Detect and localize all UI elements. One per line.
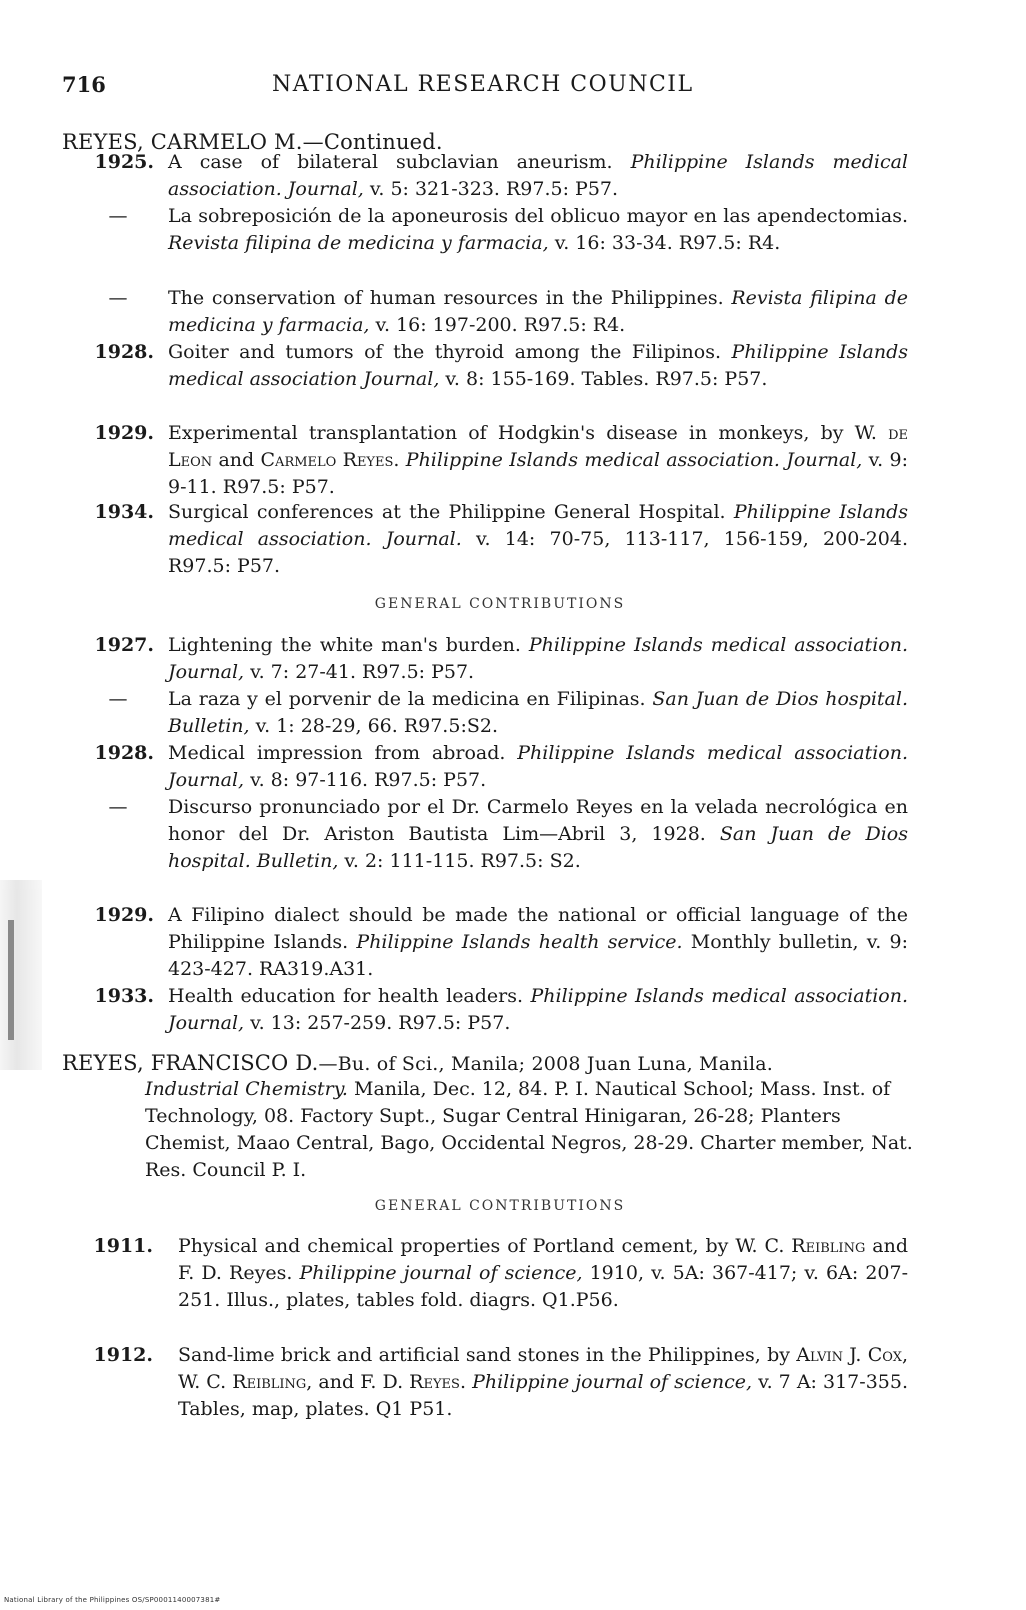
citation-text: The conservation of human resources in the Philippines. <box>168 287 732 309</box>
scan-edge-artifact <box>0 880 42 1070</box>
citation-text: Goiter and tumors of the thyroid among the Filipinos. <box>168 341 732 363</box>
journal-citation: Philippine Islands medical association. Journal, <box>168 634 908 683</box>
citation-text: . <box>393 449 406 471</box>
section-heading-general-contributions: GENERAL CONTRIBUTIONS <box>374 596 626 612</box>
journal-citation: San Juan de Dios hospital. Bulletin, <box>168 688 908 737</box>
journal-citation: Philippine Islands medical association. Journal, <box>168 985 908 1034</box>
publication-year: — <box>108 796 128 818</box>
citation-text: v. 7 A: 317-355. Tables, map, plates. Q1 P51. <box>178 1371 908 1420</box>
publication-year: 1928. <box>94 341 154 363</box>
citation-text: v. 16: 33-34. R97.5: R4. <box>548 232 781 254</box>
journal-citation: Revista filipina de medicina y farmacia, <box>168 232 549 254</box>
citation-text: v. 7: 27-41. R97.5: P57. <box>244 661 475 683</box>
journal-citation: Philippine journal of science, <box>299 1262 583 1284</box>
citation <box>168 686 908 740</box>
publication-year: 1934. <box>94 501 154 523</box>
publication-year: — <box>108 205 128 227</box>
citation-text: Surgical conferences at the Philippine General Hospital. <box>168 501 734 523</box>
citation <box>168 794 908 875</box>
citation-text: Experimental transplantation of Hodgkin's disease in monkeys, by <box>168 422 855 444</box>
publication-year: 1927. <box>94 634 154 656</box>
citation-text: La raza y el porvenir de la medicina en Filipinas. <box>168 688 653 710</box>
citation-text: v. 5: 321-323. R97.5: P57. <box>363 178 619 200</box>
citation-text: v. 8: 155-169. Tables. R97.5: P57. <box>439 368 768 390</box>
author-name: F. D. Reyes <box>360 1371 460 1393</box>
journal-citation: Industrial Chemistry. <box>145 1078 348 1100</box>
citation-text: and F. D. Reyes. <box>178 1235 908 1284</box>
citation-text: v. 1: 28-29, 66. R97.5:S2. <box>249 715 498 737</box>
running-title: NATIONAL RESEARCH COUNCIL <box>272 72 694 97</box>
citation-text: v. 8: 97-116. R97.5: P57. <box>244 769 487 791</box>
citation <box>168 983 908 1037</box>
publication-year: 1928. <box>94 742 154 764</box>
citation-text: v. 16: 197-200. R97.5: R4. <box>369 314 626 336</box>
entry-heading-francisco <box>62 1050 773 1077</box>
entry-continued: —Continued. <box>302 130 443 154</box>
citation-text: Monthly bulletin, v. 9: 423-427. RA319.A31. <box>168 931 909 980</box>
publication-year: 1912. <box>93 1344 153 1366</box>
citation-text: Medical impression from abroad. <box>168 742 518 764</box>
publication-year: 1929. <box>94 904 154 926</box>
citation-text: 1910, v. 5A: 367-417; v. 6A: 207-251. Illus., plates, tables fold. diagrs. Q1.P56. <box>178 1262 909 1311</box>
citation-text: A case of bilateral subclavian aneurism. <box>168 151 631 173</box>
citation <box>168 149 908 203</box>
publication-year: 1911. <box>93 1235 153 1257</box>
biography <box>145 1076 920 1184</box>
running-head <box>62 72 722 102</box>
citation-text: Health education for health leaders. <box>168 985 531 1007</box>
journal-citation: Philippine Islands medical association. Journal, <box>168 742 908 791</box>
author-name: Alvin J. Cox, W. C. Reibling, <box>178 1344 908 1393</box>
citation <box>168 339 908 393</box>
citation-text: and <box>212 449 261 471</box>
journal-citation: Revista filipina de medicina y farmacia, <box>168 287 908 336</box>
citation <box>168 420 908 501</box>
citation-text: La sobreposición de la aponeurosis del oblicuo mayor en las apendectomias. <box>168 205 908 227</box>
section-heading-general-contributions: GENERAL CONTRIBUTIONS <box>374 1198 626 1214</box>
journal-citation: Philippine Islands health service. <box>356 931 683 953</box>
journal-citation: Philippine journal of science, <box>472 1371 753 1393</box>
citation-text: Manila, Dec. 12, 84. P. I. Nautical School; Mass. Inst. of Technology, 08. Factory Supt., Sugar Central Hinigaran, 26-28; Planters Chemist, Maao Central, Bago, Occidental Negros, 28-29. Charter member, Nat. Res. Council P. I. <box>145 1078 913 1181</box>
scan-footer: National Library of the Philippines OS/SP0001140007381# <box>4 1596 221 1604</box>
publication-year: — <box>108 688 128 710</box>
citation-text: v. 13: 257-259. R97.5: P57. <box>244 1012 511 1034</box>
citation-text: Discurso pronunciado por el Dr. Carmelo Reyes en la velada necrológica en honor del Dr. Ariston Bautista Lim—Abril 3, 1928. <box>168 796 908 845</box>
citation <box>168 499 908 580</box>
publication-year: 1933. <box>94 985 154 1007</box>
citation <box>178 1342 908 1423</box>
page-number: 716 <box>62 72 106 97</box>
citation-text: Lightening the white man's burden. <box>168 634 529 656</box>
journal-citation: Philippine Islands medical association. Journal, <box>405 449 863 471</box>
citation-text: Physical and chemical properties of Portland cement, by <box>178 1235 736 1257</box>
citation <box>168 632 908 686</box>
citation <box>168 285 908 339</box>
author-name: W. C. Reibling <box>735 1235 866 1257</box>
citation-text: A Filipino dialect should be made the national or official language of the Philippine Islands. <box>168 904 908 953</box>
entry-name: REYES, CARMELO M. <box>62 130 303 154</box>
publication-year: 1925. <box>94 151 154 173</box>
author-name: W. de Leon <box>168 422 908 471</box>
citation-text: v. 14: 70-75, 113-117, 156-159, 200-204. R97.5: P57. <box>168 528 909 577</box>
journal-citation: Philippine Islands medical association. Journal, <box>168 151 908 200</box>
citation-text: v. 2: 111-115. R97.5: S2. <box>338 850 581 872</box>
citation <box>178 1233 908 1314</box>
citation <box>168 740 908 794</box>
entry-name: REYES, FRANCISCO D. <box>62 1051 319 1075</box>
citation <box>168 203 908 257</box>
citation <box>168 902 908 983</box>
journal-citation: San Juan de Dios hospital. Bulletin, <box>168 823 908 872</box>
citation-text: Sand-lime brick and artificial sand stones in the Philippines, by <box>178 1344 797 1366</box>
citation-text: v. 9: 9-11. R97.5: P57. <box>168 449 908 498</box>
citation-text: . <box>459 1371 473 1393</box>
entry-affiliation: —Bu. of Sci., Manila; 2008 Juan Luna, Manila. <box>318 1053 774 1075</box>
author-name: Carmelo Reyes <box>260 449 394 471</box>
publication-year: 1929. <box>94 422 154 444</box>
journal-citation: Philippine Islands medical association. Journal. <box>168 501 909 550</box>
citation-text: and <box>312 1371 361 1393</box>
journal-citation: Philippine Islands medical association Journal, <box>168 341 908 390</box>
publication-year: — <box>108 287 128 309</box>
